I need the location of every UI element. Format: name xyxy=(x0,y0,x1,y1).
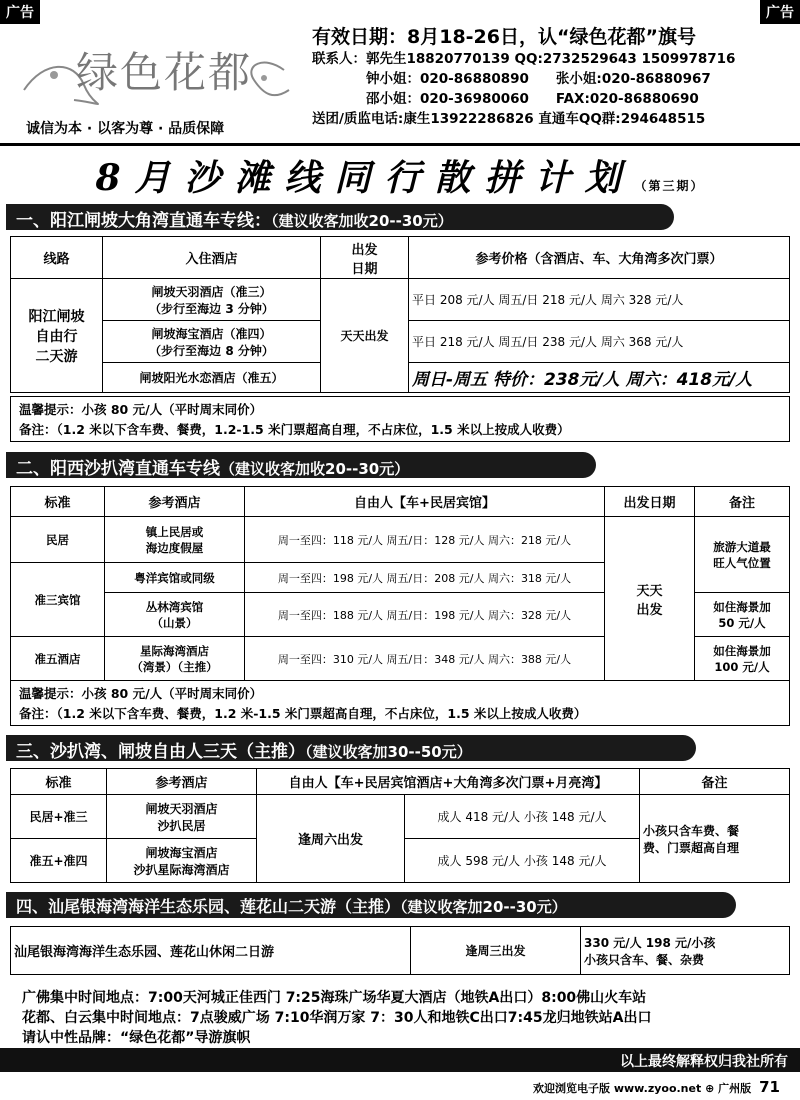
depart-cell: 逢周三出发 xyxy=(411,927,581,975)
contact-line: 邵小姐：020-36980060 FAX:020-86880690 xyxy=(312,91,699,107)
col-header: 参考酒店 xyxy=(105,487,245,517)
page-number: 71 xyxy=(759,1078,780,1096)
remark-cell: 如住海景加 100 元/人 xyxy=(695,637,790,681)
col-header: 标准 xyxy=(11,769,107,795)
hotel-cell: 闸坡海宝酒店（准四） （步行至海边 8 分钟） xyxy=(103,321,321,363)
gathering-info: 广佛集中时间地点：7:00天河城正佳西门 7:25海珠广场华夏大酒店（地铁A出口）8:00佛山火车站 花都、白云集中时间地点：7点骏威广场 7:10华润万家 7：30人和地铁C出口7:45龙归地铁站A出口 请认中性品牌：“绿色花都”导游旗帜 xyxy=(22,990,652,1046)
col-header: 参考价格（含酒店、车、大角湾多次门票） xyxy=(409,237,790,279)
depart-cell: 天天出发 xyxy=(321,279,409,393)
route-name: 阳江闸坡 自由行 二天游 xyxy=(11,279,103,393)
section-2-notes: 温馨提示：小孩 80 元/人（平时周末同价） 备注：（1.2 米以下含车费、餐费，1.2 米-1.5 米门票超高自理，不占床位，1.5 米以上按成人收费） xyxy=(10,680,790,726)
section-3-table xyxy=(10,768,790,883)
ad-label-left: 广告 xyxy=(0,0,40,24)
price-cell: 平日 208 元/人 周五/日 218 元/人 周六 328 元/人 xyxy=(409,279,790,321)
std-cell: 准五酒店 xyxy=(11,637,105,681)
price-cell: 周一至四：188 元/人 周五/日：198 元/人 周六：328 元/人 xyxy=(245,593,605,637)
contact-line: 联系人：郭先生18820770139 QQ:2732529643 1509978716 xyxy=(312,51,736,67)
price-cell: 平日 218 元/人 周五/日 238 元/人 周六 368 元/人 xyxy=(409,321,790,363)
price-cell: 成人 418 元/人 小孩 148 元/人 xyxy=(405,795,640,839)
header xyxy=(6,22,794,140)
col-header: 参考酒店 xyxy=(107,769,257,795)
hotel-cell: 闸坡天羽酒店 沙扒民居 xyxy=(107,795,257,839)
brand-name: 绿色花都 xyxy=(76,48,253,97)
section-4-bar: 四、汕尾银海湾海洋生态乐园、莲花山二天游（主推）（建议收客加20--30元） xyxy=(6,892,736,918)
std-cell: 准五+准四 xyxy=(11,839,107,883)
ad-label-right: 广告 xyxy=(760,0,800,24)
std-cell: 民居 xyxy=(11,517,105,563)
remark-cell: 旅游大道最 旺人气位置 xyxy=(695,517,790,593)
hotel-cell: 星际海湾酒店 （湾景）（主推） xyxy=(105,637,245,681)
section-3-bar: 三、沙扒湾、闸坡自由人三天（主推）（建议收客加30--50元） xyxy=(6,735,696,761)
price-cell: 330 元/人 198 元/小孩 小孩只含车、餐、杂费 xyxy=(581,927,790,975)
section-1-bar: 一、阳江闸坡大角湾直通车专线：（建议收客加收20--30元） xyxy=(6,204,674,230)
std-cell: 民居+准三 xyxy=(11,795,107,839)
std-cell: 准三宾馆 xyxy=(11,563,105,637)
final-note: 以上最终解释权归我社所有 xyxy=(0,1048,800,1072)
col-header: 线路 xyxy=(11,237,103,279)
price-cell: 周一至四：198 元/人 周五/日：208 元/人 周六：318 元/人 xyxy=(245,563,605,593)
price-cell: 周一至四：310 元/人 周五/日：348 元/人 周六：388 元/人 xyxy=(245,637,605,681)
col-header: 备注 xyxy=(640,769,790,795)
page-title: 8月沙滩线同行散拼计划（第三期） xyxy=(95,157,705,199)
section-4-table xyxy=(10,926,790,975)
section-1-notes: 温馨提示：小孩 80 元/人（平时周末同价） 备注：（1.2 米以下含车费、餐费，1.2-1.5 米门票超高自理，不占床位，1.5 米以上按成人收费） xyxy=(10,396,790,442)
section-2-bar: 二、阳西沙扒湾直通车专线（建议收客加收20--30元） xyxy=(6,452,596,478)
price-cell: 周一至四：118 元/人 周五/日：128 元/人 周六：218 元/人 xyxy=(245,517,605,563)
section-1-table xyxy=(10,236,790,393)
special-price-cell: 周日-周五 特价：238元/人 周六：418元/人 xyxy=(409,363,790,393)
hotel-cell: 丛林湾宾馆 （山景） xyxy=(105,593,245,637)
divider xyxy=(0,143,800,146)
remark-cell: 如住海景加 50 元/人 xyxy=(695,593,790,637)
valid-date: 有效日期：8月18-26日，认“绿色花都”旗号 xyxy=(312,26,696,48)
hotel-cell: 粤洋宾馆或同级 xyxy=(105,563,245,593)
hotel-cell: 闸坡阳光水恋酒店（准五） xyxy=(103,363,321,393)
price-cell: 成人 598 元/人 小孩 148 元/人 xyxy=(405,839,640,883)
depart-cell: 逢周六出发 xyxy=(257,795,405,883)
col-header: 自由人【车+民居宾馆酒店+大角湾多次门票+月亮湾】 xyxy=(257,769,640,795)
logo xyxy=(6,22,306,140)
hotel-cell: 闸坡海宝酒店 沙扒星际海湾酒店 xyxy=(107,839,257,883)
col-header: 标准 xyxy=(11,487,105,517)
hotel-cell: 镇上民居或 海边度假屋 xyxy=(105,517,245,563)
slogan: 诚信为本 · 以客为尊 · 品质保障 xyxy=(26,121,225,137)
section-2-table xyxy=(10,486,790,681)
remark-cell: 小孩只含车费、餐 费、门票超高自理 xyxy=(640,795,790,883)
contact-info xyxy=(312,22,794,129)
col-header: 入住酒店 xyxy=(103,237,321,279)
footer: 欢迎浏览电子版 www.zyoo.net ⊕ 广州版 71 xyxy=(533,1078,780,1096)
col-header: 出发日期 xyxy=(605,487,695,517)
hotel-cell: 闸坡天羽酒店（准三） （步行至海边 3 分钟） xyxy=(103,279,321,321)
contact-line: 钟小姐：020-86880890 张小姐:020-86880967 xyxy=(312,71,711,87)
col-header: 出发 日期 xyxy=(321,237,409,279)
depart-cell: 天天 出发 xyxy=(605,517,695,681)
contact-line: 送团/质监电话:康生13922286826 直通车QQ群:294648515 xyxy=(312,111,706,127)
col-header: 备注 xyxy=(695,487,790,517)
col-header: 自由人【车+民居宾馆】 xyxy=(245,487,605,517)
route-cell: 汕尾银海湾海洋生态乐园、莲花山休闲二日游 xyxy=(11,927,411,975)
